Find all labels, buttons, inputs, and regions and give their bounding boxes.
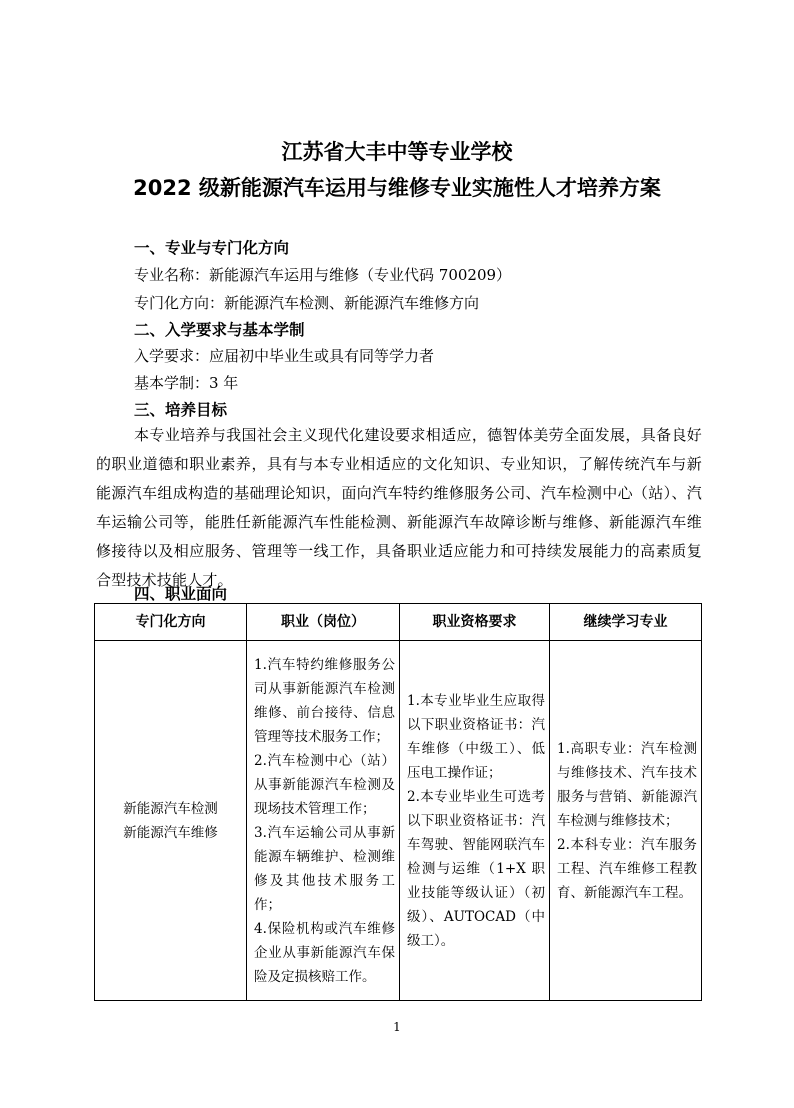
header-direction: 专门化方向 <box>95 604 247 641</box>
further-study-item: 2.本科专业：汽车服务工程、汽车维修工程教育、新能源汽车工程。 <box>557 836 697 901</box>
jobs-cell <box>247 641 400 1001</box>
section-1-heading: 一、专业与专门化方向 <box>134 239 290 257</box>
direction-line: 新能源汽车维修 <box>123 824 218 841</box>
entry-requirement: 入学要求：应届初中毕业生或具有同等学力者 <box>134 347 435 365</box>
table-header-row <box>95 604 702 641</box>
header-job: 职业（岗位） <box>247 604 400 641</box>
direction-cell <box>95 641 247 1001</box>
plan-title: 2022 级新能源汽车运用与维修专业实施性人才培养方案 <box>133 176 661 200</box>
job-item: 4.保险机构或汽车维修企业从事新能源汽车保险及定损核赔工作。 <box>254 920 395 985</box>
section-3-heading: 三、培养目标 <box>134 401 228 419</box>
training-goal-paragraph: 本专业培养与我国社会主义现代化建设要求相适应，德智体美劳全面发展，具备良好的职业道德和职业素养，具有与本专业相适应的文化知识、专业知识，了解传统汽车与新能源汽车组成构造的基础理论知识，面向汽车特约维修服务公司、汽车检测中心（站）、汽车运输公司等，能胜任新能源汽车性能检测、新能源汽车故障诊断与维修、新能源汽车维修接待以及相应服务、管理等一线工作，具备职业适应能力和可持续发展能力的高素质复合型技术技能人才。 <box>96 426 702 589</box>
page-number: 1 <box>393 1020 401 1034</box>
section-2-heading: 二、入学要求与基本学制 <box>134 321 305 339</box>
career-table <box>94 603 702 1001</box>
header-qualification: 职业资格要求 <box>400 604 550 641</box>
direction-line: 新能源汽车检测 <box>123 800 218 817</box>
further-study-item: 1.高职专业：汽车检测与维修技术、汽车技术服务与营销、新能源汽车检测与维修技术； <box>557 740 697 829</box>
major-name: 专业名称：新能源汽车运用与维修（专业代码 700209） <box>134 266 512 284</box>
job-item: 2.汽车检测中心（站）从事新能源汽车检测及现场技术管理工作； <box>254 752 395 817</box>
specialization-direction: 专门化方向：新能源汽车检测、新能源汽车维修方向 <box>134 294 480 312</box>
job-item: 3.汽车运输公司从事新能源车辆维护、检测维修及其他技术服务工作； <box>254 824 395 913</box>
further-study-cell <box>550 641 702 1001</box>
school-title: 江苏省大丰中等专业学校 <box>281 140 513 164</box>
table-row <box>95 641 702 1001</box>
job-item: 1.汽车特约维修服务公司从事新能源汽车检测维修、前台接待、信息管理等技术服务工作； <box>254 656 395 745</box>
qualification-item: 2.本专业毕业生可选考以下职业资格证书：汽车驾驶、智能网联汽车检测与运维（1+X 职业技能等级认证）（初级）、AUTOCAD（中级工）。 <box>407 788 545 949</box>
study-duration: 基本学制：3 年 <box>134 374 239 392</box>
qualification-item: 1.本专业毕业生应取得以下职业资格证书：汽车维修（中级工）、低压电工操作证； <box>407 692 545 781</box>
qualifications-cell <box>400 641 550 1001</box>
header-further-study: 继续学习专业 <box>550 604 702 641</box>
section-4-heading: 四、职业面向 <box>134 585 228 603</box>
